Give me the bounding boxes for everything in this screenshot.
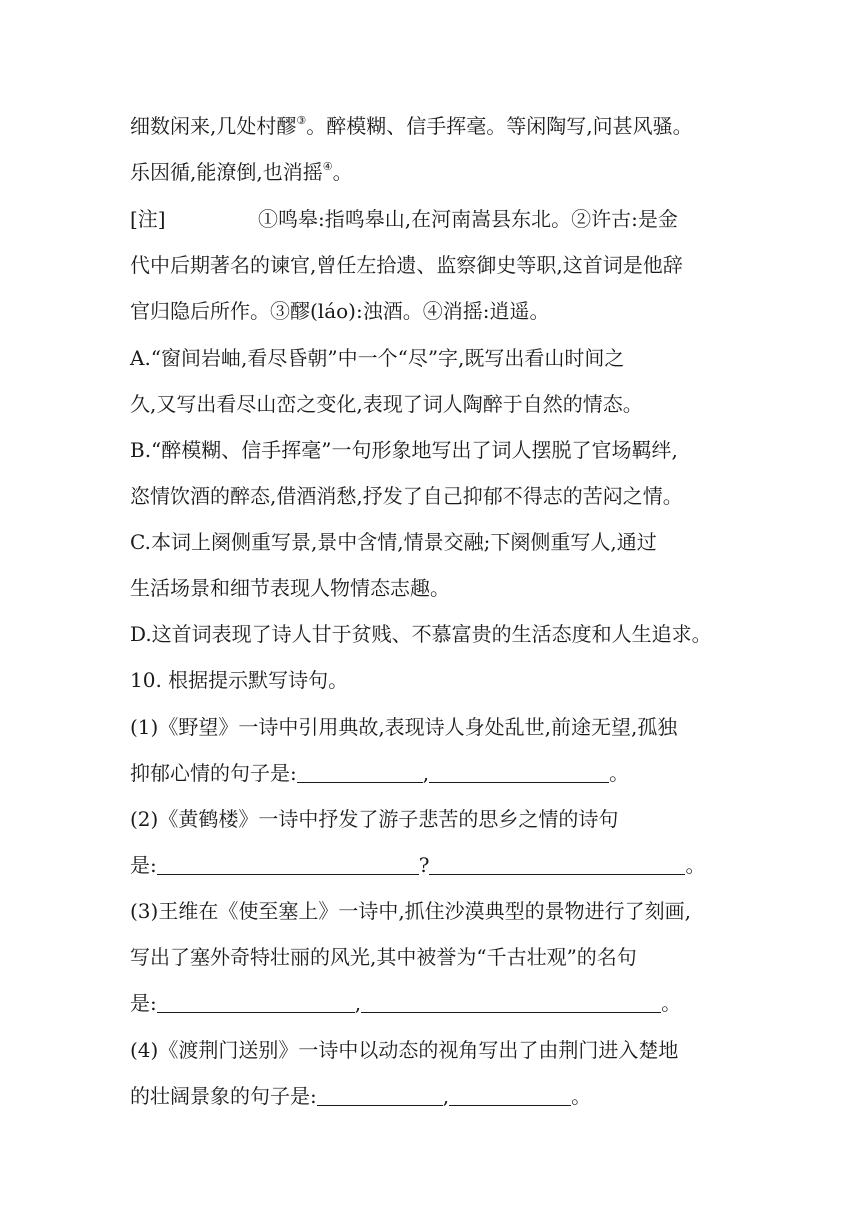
q2-line-2: 是: ? 。 <box>130 853 706 877</box>
q1-line-1: (1)《野望》一诗中引用典故,表现诗人身处乱世,前途无望,孤独 <box>130 715 678 739</box>
answer-blank[interactable] <box>297 760 423 783</box>
answer-blank[interactable] <box>429 760 609 783</box>
poem-line-1: 细数闲来,几处村醪③。醉模糊、信手挥毫。等闲陶写,问甚风骚。 <box>130 114 693 138</box>
footnote-mark: ④ <box>322 160 333 173</box>
q3-line-2: 写出了塞外奇特壮丽的风光,其中被誉为“千古壮观”的名句 <box>130 945 637 969</box>
q3-line-3: 是: , 。 <box>130 991 682 1015</box>
option-b-line-1: B.“醉模糊、信手挥毫”一句形象地写出了词人摆脱了官场羁绊, <box>130 438 678 462</box>
option-c-line-2: 生活场景和细节表现人物情态志趣。 <box>130 576 450 600</box>
answer-blank[interactable] <box>361 990 661 1013</box>
answer-blank[interactable] <box>157 852 419 875</box>
question-10-title: 10. 根据提示默写诗句。 <box>130 668 349 692</box>
q4-line-1: (4)《渡荆门送别》一诗中以动态的视角写出了由荆门进入楚地 <box>130 1038 679 1062</box>
answer-blank[interactable] <box>429 852 685 875</box>
option-a-line-1: A.“窗间岩岫,看尽昏朝”中一个“尽”字,既写出看山时间之 <box>130 346 625 370</box>
q2-line-1: (2)《黄鹤楼》一诗中抒发了游子悲苦的思乡之情的诗句 <box>130 807 619 831</box>
option-d-line-1: D.这首词表现了诗人甘于贫贱、不慕富贵的生活态度和人生追求。 <box>130 622 712 646</box>
option-a-line-2: 久,又写出看尽山峦之变化,表现了词人陶醉于自然的情态。 <box>130 392 643 416</box>
q1-line-2: 抑郁心情的句子是: , 。 <box>130 761 630 785</box>
option-b-line-2: 恣情饮酒的醉态,借酒消愁,抒发了自己抑郁不得志的苦闷之情。 <box>130 484 683 508</box>
note-tag: [注] <box>130 207 166 231</box>
option-c-line-1: C.本词上阕侧重写景,景中含情,情景交融;下阕侧重写人,通过 <box>130 530 657 554</box>
poem-line-2: 乐因循,能潦倒,也消摇④。 <box>130 160 353 184</box>
answer-blank[interactable] <box>449 1083 571 1106</box>
note-line-1: [注] ①鸣皋:指鸣皋山,在河南嵩县东北。②许古:是金 <box>130 207 678 231</box>
answer-blank[interactable] <box>157 990 355 1013</box>
note-line-3: 官归隐后所作。③醪(láo):浊酒。④消摇:逍遥。 <box>130 299 550 323</box>
footnote-mark: ③ <box>296 114 307 127</box>
q3-line-1: (3)王维在《使至塞上》一诗中,抓住沙漠典型的景物进行了刻画, <box>130 899 692 923</box>
note-line-2: 代中后期著名的谏官,曾任左拾遗、监察御史等职,这首词是他辞 <box>130 253 683 277</box>
q4-line-2: 的壮阔景象的句子是: , 。 <box>130 1084 592 1108</box>
answer-blank[interactable] <box>317 1083 443 1106</box>
